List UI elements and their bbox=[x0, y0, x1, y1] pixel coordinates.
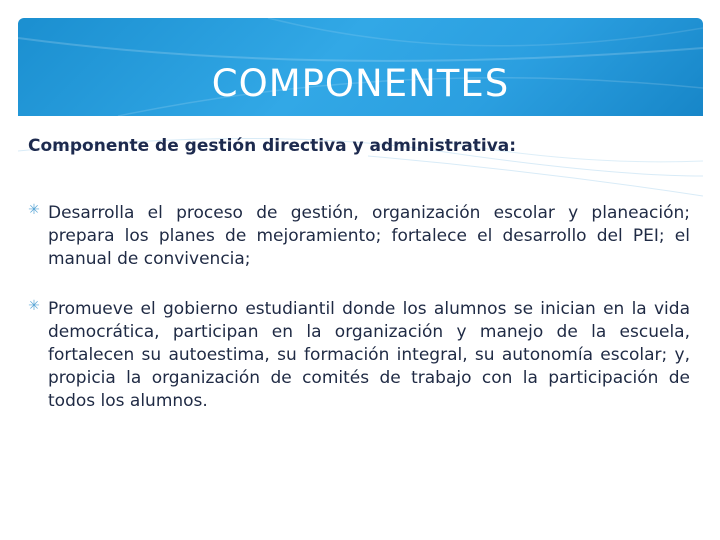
list-item bbox=[28, 298, 690, 413]
asterisk-bullet-icon: ✳ bbox=[28, 202, 40, 218]
asterisk-bullet-icon: ✳ bbox=[28, 298, 40, 314]
title-band bbox=[18, 18, 703, 116]
decorative-streaks bbox=[18, 116, 703, 206]
bullet-text: Promueve el gobierno estudiantil donde los alumnos se inician en la vida democrática, participan en la organización y manejo de la escuela, fortalecen su autoestima, su formación integral, su autonomía escolar; y, propicia la organización de comités de trabajo con la participación de todos los alumnos. bbox=[48, 299, 690, 411]
bullet-list bbox=[28, 202, 690, 413]
section-subtitle: Componente de gestión directiva y administrativa: bbox=[28, 136, 517, 156]
list-item bbox=[28, 202, 690, 271]
slide-title: COMPONENTES bbox=[211, 62, 510, 105]
bullet-text: Desarrolla el proceso de gestión, organización escolar y planeación; prepara los planes de mejoramiento; fortalece el desarrollo del PEI; el manual de convivencia; bbox=[48, 203, 690, 269]
